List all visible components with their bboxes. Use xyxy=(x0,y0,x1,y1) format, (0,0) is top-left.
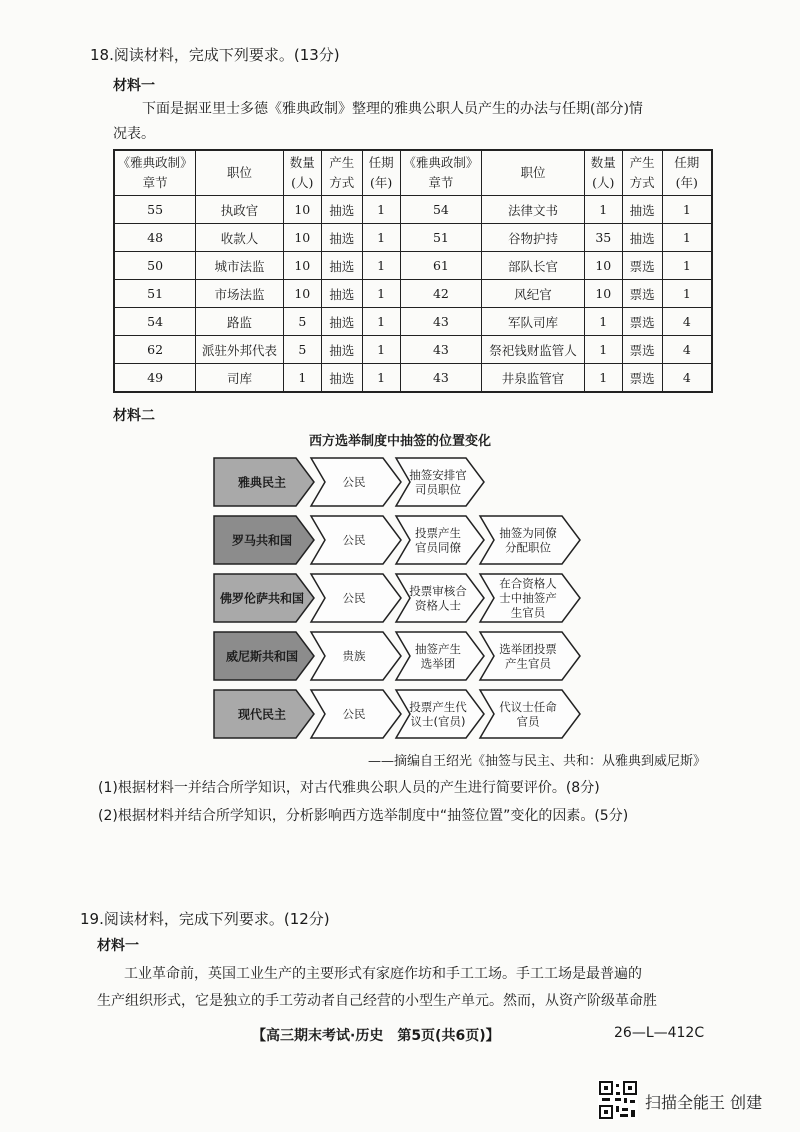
cell-post-2: 法律文书 xyxy=(482,196,585,224)
page-footer: 【高三期末考试·历史 第5页(共6页)】 xyxy=(252,1028,500,1044)
diagram-head-label: 罗马共和国 xyxy=(231,533,293,548)
cell-qty: 10 xyxy=(283,280,321,308)
diagram-step-label: 官员同僚 xyxy=(415,540,461,555)
cell-chapter-2: 43 xyxy=(400,364,482,393)
cell-qty-2: 1 xyxy=(584,308,622,336)
cell-qty: 1 xyxy=(283,364,321,393)
diagram-step-label: 代议士任命 xyxy=(499,699,557,714)
cell-term-2: 4 xyxy=(662,336,712,364)
cell-chapter: 51 xyxy=(114,280,196,308)
diagram-step-label: 选举团 xyxy=(420,656,456,671)
diagram-step-label: 投票产生 xyxy=(415,525,461,540)
cell-method-2: 票选 xyxy=(622,252,662,280)
cell-term: 1 xyxy=(362,336,400,364)
header-post: 职位 xyxy=(196,150,284,196)
q18-sub2: (2)根据材料并结合所学知识，分析影响西方选举制度中“抽签位置”变化的因素。(5分) xyxy=(98,808,629,824)
cell-chapter-2: 51 xyxy=(400,224,482,252)
q19-heading: 19.阅读材料，完成下列要求。(12分) xyxy=(80,910,330,928)
diagram-step-label: 投票产生代 xyxy=(409,699,467,714)
diagram-step-label: 产生官员 xyxy=(505,656,551,671)
cell-post-2: 谷物护持 xyxy=(482,224,585,252)
cell-qty-2: 1 xyxy=(584,336,622,364)
cell-chapter-2: 54 xyxy=(400,196,482,224)
cell-post: 司库 xyxy=(196,364,284,393)
cell-chapter-2: 42 xyxy=(400,280,482,308)
cell-chapter: 49 xyxy=(114,364,196,393)
cell-term: 1 xyxy=(362,280,400,308)
diagram-step-label: 生官员 xyxy=(510,605,546,620)
cell-post: 收款人 xyxy=(196,224,284,252)
cell-qty-2: 10 xyxy=(584,252,622,280)
header-chapter-2: 《雅典政制》 章节 xyxy=(400,150,482,196)
cell-method: 抽选 xyxy=(321,336,362,364)
cell-term-2: 1 xyxy=(662,224,712,252)
cell-qty: 5 xyxy=(283,308,321,336)
diagram-step-label: 议士(官员) xyxy=(410,714,466,729)
q18-sub1: (1)根据材料一并结合所学知识，对古代雅典公职人员的产生进行简要评价。(8分) xyxy=(98,780,600,796)
cell-term-2: 1 xyxy=(662,280,712,308)
diagram-step-label: 官员 xyxy=(516,714,540,729)
cell-term: 1 xyxy=(362,364,400,393)
cell-method-2: 票选 xyxy=(622,336,662,364)
cell-method-2: 抽选 xyxy=(622,196,662,224)
header-qty: 数量 (人) xyxy=(283,150,321,196)
cell-post-2: 风纪官 xyxy=(482,280,585,308)
cell-post-2: 井泉监管官 xyxy=(482,364,585,393)
cell-qty-2: 1 xyxy=(584,196,622,224)
q19-line1: 工业革命前，英国工业生产的主要形式有家庭作坊和手工工场。手工工场是最普遍的 xyxy=(124,966,642,982)
cell-chapter-2: 61 xyxy=(400,252,482,280)
qr-code-icon xyxy=(598,1080,638,1120)
cell-term-2: 1 xyxy=(662,252,712,280)
header-chapter: 《雅典政制》 章节 xyxy=(114,150,196,196)
diagram-step-label: 在合资格人 xyxy=(499,576,557,591)
scanner-watermark: 扫描全能王 创建 xyxy=(645,1093,763,1112)
cell-chapter: 55 xyxy=(114,196,196,224)
cell-chapter: 62 xyxy=(114,336,196,364)
diagram-step-label: 司员职位 xyxy=(415,482,461,497)
cell-post-2: 军队司库 xyxy=(482,308,585,336)
cell-post: 执政官 xyxy=(196,196,284,224)
cell-term: 1 xyxy=(362,308,400,336)
cell-method-2: 抽选 xyxy=(622,224,662,252)
cell-post-2: 部队长官 xyxy=(482,252,585,280)
diagram-head-label: 佛罗伦萨共和国 xyxy=(219,591,305,606)
diagram-head-label: 威尼斯共和国 xyxy=(225,649,299,664)
diagram-step-label: 公民 xyxy=(342,591,366,606)
cell-term: 1 xyxy=(362,252,400,280)
header-term: 任期 (年) xyxy=(362,150,400,196)
cell-qty-2: 10 xyxy=(584,280,622,308)
cell-term-2: 1 xyxy=(662,196,712,224)
cell-post: 城市法监 xyxy=(196,252,284,280)
diagram-step-label: 分配职位 xyxy=(505,540,551,555)
diagram-head-label: 现代民主 xyxy=(237,707,287,722)
cell-post-2: 祭祀钱财监管人 xyxy=(482,336,585,364)
exam-code: 26—L—412C xyxy=(614,1025,705,1041)
q18-material1-intro-line2: 况表。 xyxy=(113,126,155,142)
cell-qty: 5 xyxy=(283,336,321,364)
cell-post: 市场法监 xyxy=(196,280,284,308)
q18-material1-label: 材料一 xyxy=(113,78,155,94)
cell-term-2: 4 xyxy=(662,308,712,336)
cell-qty-2: 35 xyxy=(584,224,622,252)
header-term-2: 任期 (年) xyxy=(662,150,712,196)
header-qty-2: 数量 (人) xyxy=(584,150,622,196)
header-method-2: 产生 方式 xyxy=(622,150,662,196)
cell-method: 抽选 xyxy=(321,280,362,308)
diagram-step-label: 抽签产生 xyxy=(415,641,461,656)
cell-method: 抽选 xyxy=(321,364,362,393)
cell-post: 派驻外邦代表 xyxy=(196,336,284,364)
diagram-step-label: 公民 xyxy=(342,707,366,722)
diagram-step-label: 投票审核合 xyxy=(409,583,467,598)
q18-material2-label: 材料二 xyxy=(113,408,155,424)
cell-qty: 10 xyxy=(283,224,321,252)
cell-method-2: 票选 xyxy=(622,280,662,308)
cell-method: 抽选 xyxy=(321,196,362,224)
q19-line2: 生产组织形式，它是独立的手工劳动者自己经营的小型生产单元。然而，从资产阶级革命胜 xyxy=(97,993,657,1009)
cell-method: 抽选 xyxy=(321,308,362,336)
header-post-2: 职位 xyxy=(482,150,585,196)
cell-term: 1 xyxy=(362,196,400,224)
q19-material1-label: 材料一 xyxy=(97,938,139,954)
diagram-step-label: 士中抽签产 xyxy=(499,591,557,606)
q18-material1-intro-line1: 下面是据亚里士多德《雅典政制》整理的雅典公职人员产生的办法与任期(部分)情 xyxy=(142,101,643,117)
diagram-step-label: 公民 xyxy=(342,475,366,490)
cell-method-2: 票选 xyxy=(622,364,662,393)
cell-chapter: 50 xyxy=(114,252,196,280)
cell-chapter: 48 xyxy=(114,224,196,252)
diagram-step-label: 资格人士 xyxy=(415,598,461,613)
cell-method: 抽选 xyxy=(321,252,362,280)
cell-term: 1 xyxy=(362,224,400,252)
diagram-step-label: 选举团投票 xyxy=(499,641,557,656)
diagram-head-label: 雅典民主 xyxy=(237,475,287,490)
diagram-step-label: 抽签安排官 xyxy=(409,467,467,482)
cell-method-2: 票选 xyxy=(622,308,662,336)
cell-qty: 10 xyxy=(283,252,321,280)
cell-method: 抽选 xyxy=(321,224,362,252)
cell-qty: 10 xyxy=(283,196,321,224)
diagram-step-label: 抽签为同僚 xyxy=(499,525,557,540)
q18-heading: 18.阅读材料，完成下列要求。(13分) xyxy=(90,46,340,64)
diagram-step-label: 贵族 xyxy=(342,649,366,664)
diagram-step-label: 公民 xyxy=(342,533,366,548)
cell-chapter-2: 43 xyxy=(400,308,482,336)
diagram-source: ——摘编自王绍光《抽签与民主、共和：从雅典到威尼斯》 xyxy=(368,754,707,769)
diagram-title: 西方选举制度中抽签的位置变化 xyxy=(308,434,491,449)
header-method: 产生 方式 xyxy=(321,150,362,196)
cell-chapter-2: 43 xyxy=(400,336,482,364)
cell-qty-2: 1 xyxy=(584,364,622,393)
cell-term-2: 4 xyxy=(662,364,712,393)
cell-chapter: 54 xyxy=(114,308,196,336)
cell-post: 路监 xyxy=(196,308,284,336)
